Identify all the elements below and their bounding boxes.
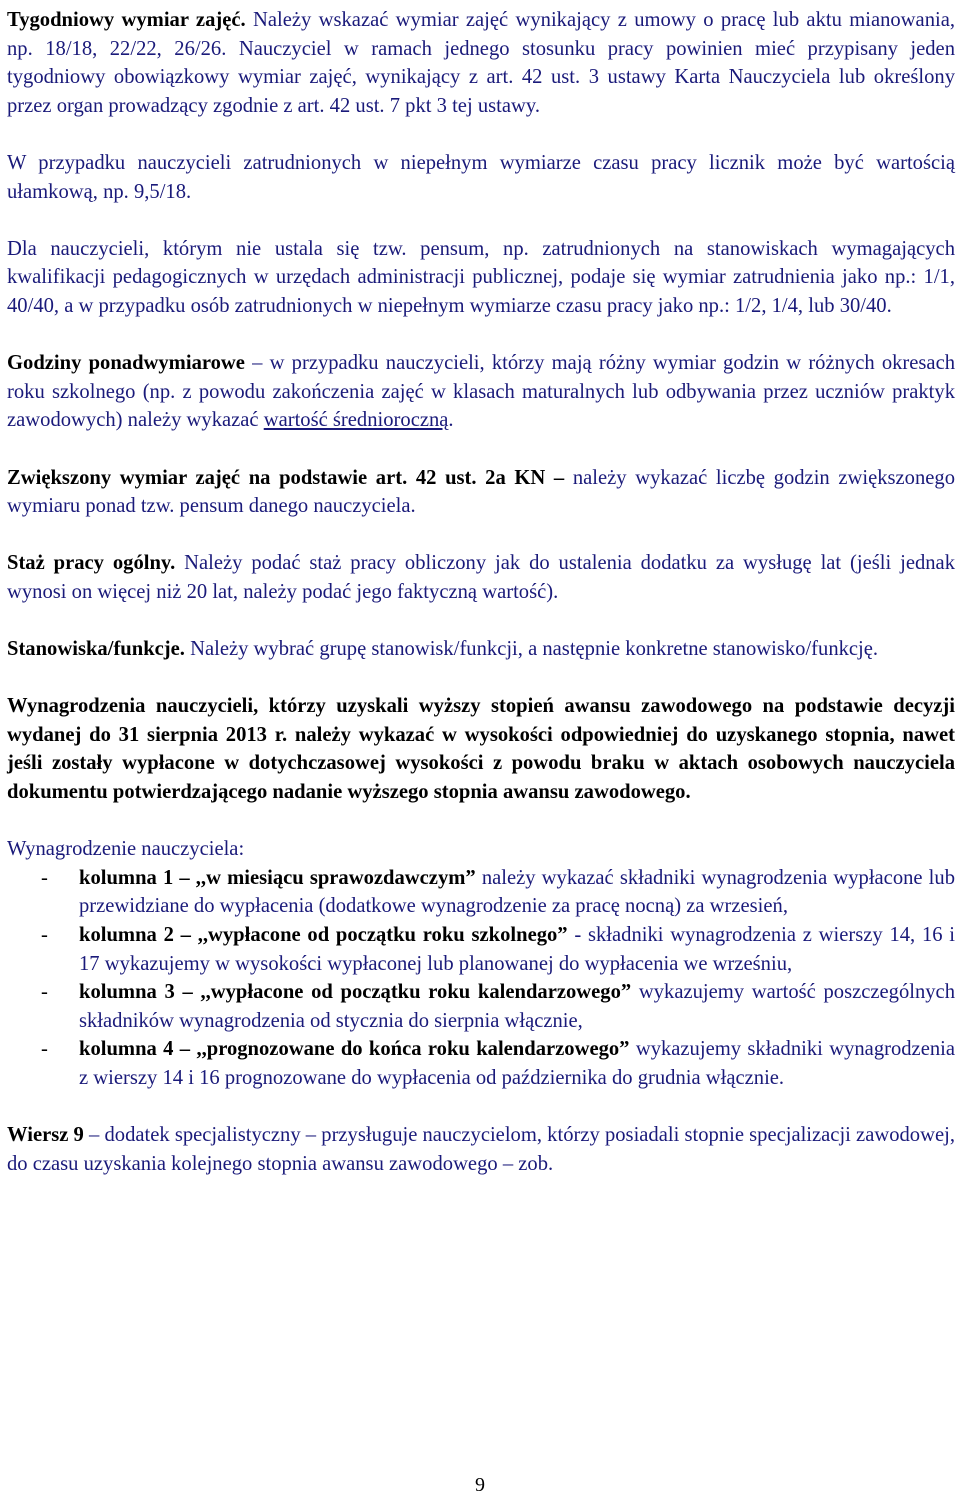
text-seniority: Należy podać staż pracy obliczony jak do ustalenia dodatku za wysługę lat (jeśli jednak wynosi on więcej niż 20 lat, należy podać jego faktyczną wartość). — [7, 552, 955, 603]
column-name: ,,w miesiącu sprawozdawczym” — [195, 866, 476, 889]
list-dash: - — [41, 924, 48, 946]
text-overtime-underlined: wartość średnioroczną — [263, 409, 449, 432]
text-weekly-hours: Należy wskazać wymiar zajęć wynikający z umowy o pracę lub aktu mianowania, np. 18/18, 22/22, 26/26. Nauczyciel w ramach jednego stosunku pracy powinien mieć przypisany jeden tygodniowy obowiązkowy wymiar zajęć, wynikający z art. 42 ust. 3 ustawy Karta Nauczyciela lub określony przez organ prowadzący zgodnie z art. 42 ust. 7 pkt 3 tej ustawy. — [7, 9, 955, 117]
paragraph-row-9 — [7, 1121, 955, 1178]
text-overtime-tail: . — [448, 409, 454, 432]
paragraph-no-pensum: Dla nauczycieli, którym nie ustala się tzw. pensum, np. zatrudnionych na stanowiskach wymagających kwalifikacji pedagogicznych w urzędach administracji publicznej, podaje się wymiar zatrudnienia jako np.: 1/1, 40/40, a w przypadku osób zatrudnionych w niepełnym wymiarze czasu pracy jako np.: 1/2, 1/4, lub 30/40. — [7, 237, 955, 317]
column-label: kolumna 4 — [79, 1038, 174, 1061]
heading-teacher-salary: Wynagrodzenie nauczyciela: — [7, 838, 245, 861]
heading-row-9: Wiersz 9 — [7, 1124, 84, 1147]
page-number: 9 — [475, 1474, 485, 1496]
column-description: wykazujemy wartość poszczególnych składników wynagrodzenia od stycznia do sierpnia włącznie, — [79, 981, 955, 1032]
column-name: ,,wypłacone od początku roku szkolnego” — [197, 924, 568, 946]
list-dash: - — [41, 1038, 48, 1061]
list-item-column-3 — [7, 978, 955, 1035]
paragraph-part-time: W przypadku nauczycieli zatrudnionych w niepełnym wymiarze czasu pracy licznik może być wartością ułamkową, np. 9,5/18. — [7, 151, 955, 203]
column-name: ,,wypłacone od początku roku kalendarzowego” — [200, 981, 632, 1004]
paragraph-overtime — [7, 349, 955, 435]
list-dash: - — [41, 866, 48, 889]
document-page — [7, 6, 955, 1207]
heading-increased-hours: Zwiększony wymiar zajęć na podstawie art. 42 ust. 2a KN — [7, 466, 546, 489]
paragraph-increased-hours — [7, 464, 955, 521]
paragraph-weekly-hours — [7, 6, 955, 120]
heading-positions: Stanowiska/funkcje. — [7, 638, 185, 661]
list-dash: - — [41, 981, 48, 1004]
list-item-column-2 — [7, 921, 955, 978]
column-label: kolumna 3 — [79, 981, 175, 1004]
column-description: wykazujemy składniki wynagrodzenia z wierszy 14 i 16 prognozowane do wypłacenia od października do grudnia włącznie. — [79, 1038, 956, 1089]
paragraph-positions — [7, 635, 955, 664]
paragraph-promotion-salaries — [7, 692, 955, 806]
heading-overtime: Godziny ponadwymiarowe — [7, 352, 245, 375]
section-teacher-salary — [7, 835, 955, 1092]
column-label: kolumna 1 — [79, 866, 174, 889]
column-list — [7, 864, 955, 1093]
text-promotion-salaries: Wynagrodzenia nauczycieli, którzy uzyskali wyższy stopień awansu zawodowego na podstawie decyzji wydanej do 31 sierpnia 2013 r. należy wykazać w wysokości odpowiedniej do uzyskanego stopnia, nawet jeśli zostały wypłacone w dotychczasowej wysokości z powodu braku w aktach osobowych nauczyciela dokumentu potwierdzającego nadanie wyższego stopnia awansu zawodowego. — [7, 695, 955, 804]
column-description: - składniki wynagrodzenia z wierszy 14, 16 i 17 wykazujemy w wysokości wypłaconej lub planowanej do wypłacenia we wrześniu, — [79, 924, 956, 975]
heading-weekly-hours: Tygodniowy wymiar zajęć. — [7, 9, 246, 31]
column-separator: – — [174, 981, 201, 1004]
text-overtime: – w przypadku nauczycieli, którzy mają różny wymiar godzin w różnych okresach roku szkolnego (np. z powodu zakończenia zajęć w klasach maturalnych lub odbywania przez uczniów praktyk zawodowych) należy wykazać — [7, 352, 956, 432]
list-item-column-1 — [7, 864, 955, 921]
column-name: ,,prognozowane do końca roku kalendarzowego” — [196, 1038, 630, 1061]
heading-increased-hours-dash: – — [545, 466, 573, 489]
column-separator: – — [173, 1038, 197, 1061]
column-description: należy wykazać składniki wynagrodzenia wypłacone lub przewidziane do wypłacenia (dodatkowe wynagrodzenie za pracę nocną) za wrzesień, — [79, 866, 955, 918]
column-separator: – — [173, 924, 198, 946]
text-increased-hours: należy wykazać liczbę godzin zwiększonego wymiaru ponad tzw. pensum danego nauczyciela. — [7, 466, 955, 518]
column-separator: – — [173, 866, 196, 889]
text-positions: Należy wybrać grupę stanowisk/funkcji, a następnie konkretne stanowisko/funkcję. — [184, 638, 879, 661]
list-item-column-4 — [7, 1035, 955, 1092]
column-label: kolumna 2 — [79, 924, 174, 946]
paragraph-seniority — [7, 549, 955, 606]
heading-seniority: Staż pracy ogólny. — [7, 552, 176, 575]
text-row-9: – dodatek specjalistyczny – przysługuje nauczycielom, którzy posiadali stopnie specjalizacji zawodowej, do czasu uzyskania kolejnego stopnia awansu zawodowego – zob. — [7, 1124, 955, 1175]
